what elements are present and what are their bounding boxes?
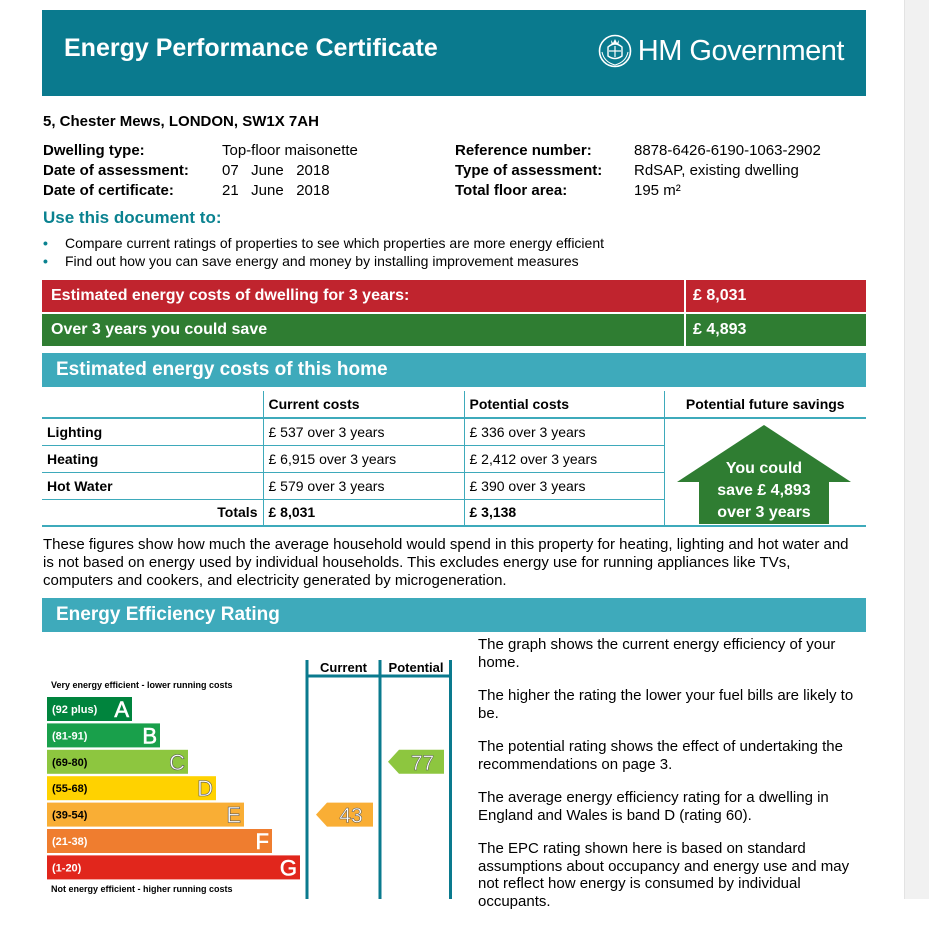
detail-value: 8878-6426-6190-1063-2902	[634, 142, 821, 159]
totals-label: Totals	[42, 499, 263, 526]
detail-key: Dwelling type:	[43, 142, 145, 159]
vertical-scrollbar[interactable]	[904, 0, 929, 899]
certificate-details	[455, 141, 821, 201]
band-letter: A	[114, 697, 129, 722]
detail-key: Type of assessment:	[455, 162, 603, 179]
band-range: (21-38)	[52, 836, 88, 848]
detail-key: Date of certificate:	[43, 182, 174, 199]
potential-cost-cell: £ 2,412 over 3 years	[464, 445, 664, 472]
current-cost-cell: £ 537 over 3 years	[263, 418, 464, 445]
band-range: (1-20)	[52, 862, 82, 875]
detail-row	[455, 181, 821, 201]
potential-column-header: Potential	[388, 660, 444, 675]
potential-savings-bar	[42, 314, 866, 346]
costs-explanation: These figures show how much the average household would spend in this property for heating, lighting and hot water and is not based on energy used by individual households. This excludes energy use for running appliances like TVs, computers and cookers, and electricity generated by microgeneration.	[43, 536, 849, 589]
band-letter: G	[279, 855, 297, 881]
table-header-cell: Potential costs	[464, 391, 664, 418]
band-letter: C	[169, 749, 185, 775]
table-header-cell: Current costs	[263, 391, 464, 418]
row-label: Heating	[42, 445, 263, 472]
band-range: (92 plus)	[52, 704, 98, 716]
potential-cost-cell: £ 336 over 3 years	[464, 418, 664, 445]
band-letter: E	[226, 802, 241, 828]
rating-paragraph: The higher the rating the lower your fuel bills are likely to be.	[478, 687, 854, 722]
detail-key: Reference number:	[455, 142, 592, 159]
current-cost-cell: £ 579 over 3 years	[263, 472, 464, 499]
savings-callout	[677, 458, 851, 524]
royal-crest-icon	[598, 34, 632, 68]
use-document-list	[43, 234, 604, 270]
top-note: Very energy efficient - lower running costs	[51, 680, 233, 690]
band-range: (81-91)	[52, 730, 88, 743]
band-letter: D	[197, 776, 213, 802]
band-range: (55-68)	[52, 783, 88, 796]
use-document-heading: Use this document to:	[43, 208, 222, 227]
bullet-icon: •	[43, 253, 48, 269]
energy-rating-chart	[42, 645, 452, 899]
savings-line: You could	[725, 460, 803, 477]
estimated-costs-value: £ 8,031	[693, 287, 747, 304]
savings-line: save £ 4,893	[717, 482, 811, 499]
section-title: Estimated energy costs of this home	[56, 359, 388, 380]
header-banner	[42, 10, 866, 96]
detail-key: Total floor area:	[455, 182, 568, 199]
detail-key: Date of assessment:	[43, 162, 189, 179]
hm-government-logo	[598, 34, 844, 68]
estimated-costs-bar	[42, 280, 866, 312]
row-label: Hot Water	[42, 472, 263, 499]
table-header-cell: Potential future savings	[664, 391, 866, 418]
detail-row	[455, 141, 821, 161]
savings-line: over 3 years	[717, 504, 811, 521]
band-range: (69-80)	[52, 756, 88, 769]
bar-divider	[684, 280, 686, 312]
detail-value: Top-floor maisonette	[222, 142, 358, 159]
row-label: Lighting	[42, 418, 263, 445]
detail-row	[43, 141, 358, 161]
detail-value: 21 June 2018	[222, 182, 330, 199]
band-letter: F	[255, 829, 269, 854]
detail-value: 07 June 2018	[222, 162, 330, 179]
detail-row	[43, 181, 358, 201]
potential-savings-value: £ 4,893	[693, 321, 747, 338]
rating-paragraph: The EPC rating shown here is based on standard assumptions about occupancy and energy use and may not reflect how energy is consumed by individual occupants.	[478, 840, 850, 910]
property-details	[43, 141, 358, 201]
current-column-header: Current	[320, 660, 367, 675]
rating-paragraph: The graph shows the current energy efficiency of your home.	[478, 636, 836, 671]
rating-chart-graphic	[42, 645, 452, 899]
band-letter: B	[142, 723, 157, 749]
total-potential-cost: £ 3,138	[464, 499, 664, 526]
rating-paragraph: The potential rating shows the effect of undertaking the recommendations on page 3.	[478, 738, 843, 773]
detail-value: 195 m²	[634, 182, 681, 199]
detail-row	[455, 161, 821, 181]
potential-cost-cell: £ 390 over 3 years	[464, 472, 664, 499]
rating-section-heading	[42, 598, 866, 632]
potential-savings-label: Over 3 years you could save	[51, 321, 268, 338]
page-title: Energy Performance Certificate	[64, 34, 438, 62]
costs-section-heading	[42, 353, 866, 387]
current-rating-value: 43	[339, 804, 363, 828]
band-bar-g	[47, 855, 300, 879]
total-current-cost: £ 8,031	[263, 499, 464, 526]
list-item	[43, 252, 604, 270]
list-item-text: Find out how you can save energy and money by installing improvement measures	[65, 253, 579, 269]
rating-paragraph: The average energy efficiency rating for a dwelling in England and Wales is band D (rating 60).	[478, 789, 829, 824]
current-cost-cell: £ 6,915 over 3 years	[263, 445, 464, 472]
bullet-icon: •	[43, 235, 48, 251]
gov-name: HM Government	[637, 34, 844, 67]
potential-rating-value: 77	[410, 751, 435, 775]
table-header-row	[42, 391, 866, 418]
rating-explanation	[478, 636, 868, 926]
detail-row	[43, 161, 358, 181]
table-header-cell	[42, 391, 263, 418]
detail-value: RdSAP, existing dwelling	[634, 162, 799, 179]
bottom-note: Not energy efficient - higher running costs	[51, 884, 233, 894]
list-item	[43, 234, 604, 252]
section-title: Energy Efficiency Rating	[56, 604, 280, 625]
property-address: 5, Chester Mews, LONDON, SW1X 7AH	[43, 113, 319, 130]
band-range: (39-54)	[52, 809, 88, 822]
list-item-text: Compare current ratings of properties to see which properties are more energy efficient	[65, 235, 605, 251]
estimated-costs-label: Estimated energy costs of dwelling for 3 years:	[51, 287, 410, 304]
bar-divider	[684, 314, 686, 346]
